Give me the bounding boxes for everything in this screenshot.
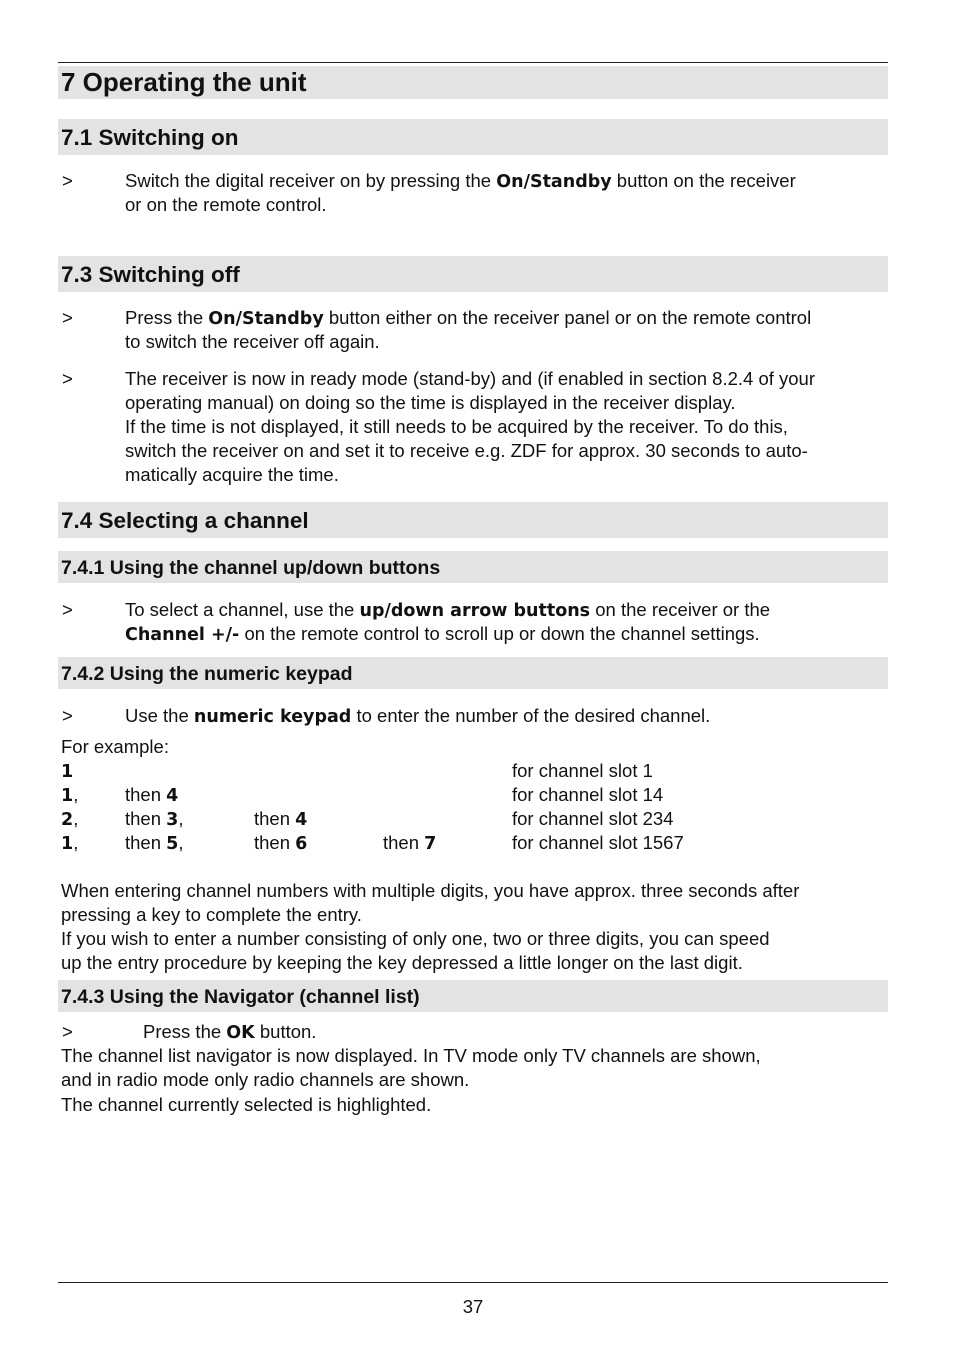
subsection-heading-7-4-1: 7.4.1 Using the channel up/down buttons — [58, 551, 888, 583]
example-result: for channel slot 234 — [512, 808, 674, 829]
paragraph-line: Press the OK button. — [143, 1021, 317, 1043]
paragraph-line: and in radio mode only radio channels are shown. — [61, 1069, 470, 1090]
subsection-heading-7-4-2: 7.4.2 Using the numeric keypad — [58, 657, 888, 689]
paragraph-line: To select a channel, use the up/down arrow buttons on the receiver or the — [125, 599, 771, 621]
chapter-heading: 7 Operating the unit — [58, 66, 888, 99]
paragraph-line: The receiver is now in ready mode (stand-by) and (if enabled in section 8.2.4 of your — [125, 368, 816, 389]
example-result: for channel slot 1 — [512, 760, 653, 781]
key-digit: 2 — [61, 810, 74, 830]
page-number: 37 — [462, 1296, 484, 1317]
key-digit: 4 — [295, 810, 308, 830]
key-digit: 3 — [166, 810, 179, 830]
key-digit: 4 — [166, 786, 179, 806]
bold-term: OK — [226, 1023, 255, 1043]
bullet-marker: > — [62, 170, 73, 191]
paragraph-line: If the time is not displayed, it still needs to be acquired by the receiver. To do this, — [125, 416, 788, 437]
bold-term: up/down arrow buttons — [359, 601, 591, 621]
paragraph-line: up the entry procedure by keeping the key depressed a little longer on the last digit. — [61, 952, 743, 973]
paragraph-line: Press the On/Standby button either on the receiver panel or on the remote control — [125, 307, 812, 329]
key-digit: 5 — [166, 834, 179, 854]
paragraph-line: operating manual) on doing so the time is displayed in the receiver display. — [125, 392, 736, 413]
bullet-marker: > — [62, 705, 73, 726]
bold-term: On/Standby — [496, 172, 612, 192]
key-digit: 1 — [61, 786, 74, 806]
example-result: for channel slot 14 — [512, 784, 664, 805]
paragraph-line: The channel currently selected is highlighted. — [61, 1094, 432, 1115]
example-result: for channel slot 1567 — [512, 832, 684, 853]
bullet-marker: > — [62, 599, 73, 620]
paragraph-line: When entering channel numbers with multiple digits, you have approx. three seconds after — [61, 880, 800, 901]
paragraph-line: Switch the digital receiver on by pressing the On/Standby button on the receiver — [125, 170, 796, 192]
paragraph-line: If you wish to enter a number consisting of only one, two or three digits, you can speed — [61, 928, 770, 949]
section-heading-7-1: 7.1 Switching on — [58, 119, 888, 155]
bottom-rule — [58, 1282, 888, 1283]
section-heading-7-3: 7.3 Switching off — [58, 256, 888, 292]
paragraph-line: to switch the receiver off again. — [125, 331, 380, 352]
section-heading-7-4: 7.4 Selecting a channel — [58, 502, 888, 538]
paragraph-line: The channel list navigator is now displayed. In TV mode only TV channels are shown, — [61, 1045, 761, 1066]
key-digit: 6 — [295, 834, 308, 854]
paragraph-line: or on the remote control. — [125, 194, 327, 215]
example-label: For example: — [61, 736, 169, 757]
paragraph-line: Channel +/- on the remote control to scroll up or down the channel settings. — [125, 623, 760, 645]
paragraph-line: switch the receiver on and set it to receive e.g. ZDF for approx. 30 seconds to auto- — [125, 440, 808, 461]
bullet-marker: > — [62, 368, 73, 389]
top-rule — [58, 62, 888, 63]
key-digit: 7 — [424, 834, 437, 854]
paragraph-line: Use the numeric keypad to enter the number of the desired channel. — [125, 705, 711, 727]
key-digit: 1 — [61, 834, 74, 854]
bold-term: Channel +/- — [125, 625, 240, 645]
bullet-marker: > — [62, 1021, 73, 1042]
bold-term: numeric keypad — [193, 707, 352, 727]
bold-term: On/Standby — [208, 309, 324, 329]
paragraph-line: pressing a key to complete the entry. — [61, 904, 362, 925]
bullet-marker: > — [62, 307, 73, 328]
key-digit: 1 — [61, 762, 74, 782]
paragraph-line: matically acquire the time. — [125, 464, 339, 485]
subsection-heading-7-4-3: 7.4.3 Using the Navigator (channel list) — [58, 980, 888, 1012]
